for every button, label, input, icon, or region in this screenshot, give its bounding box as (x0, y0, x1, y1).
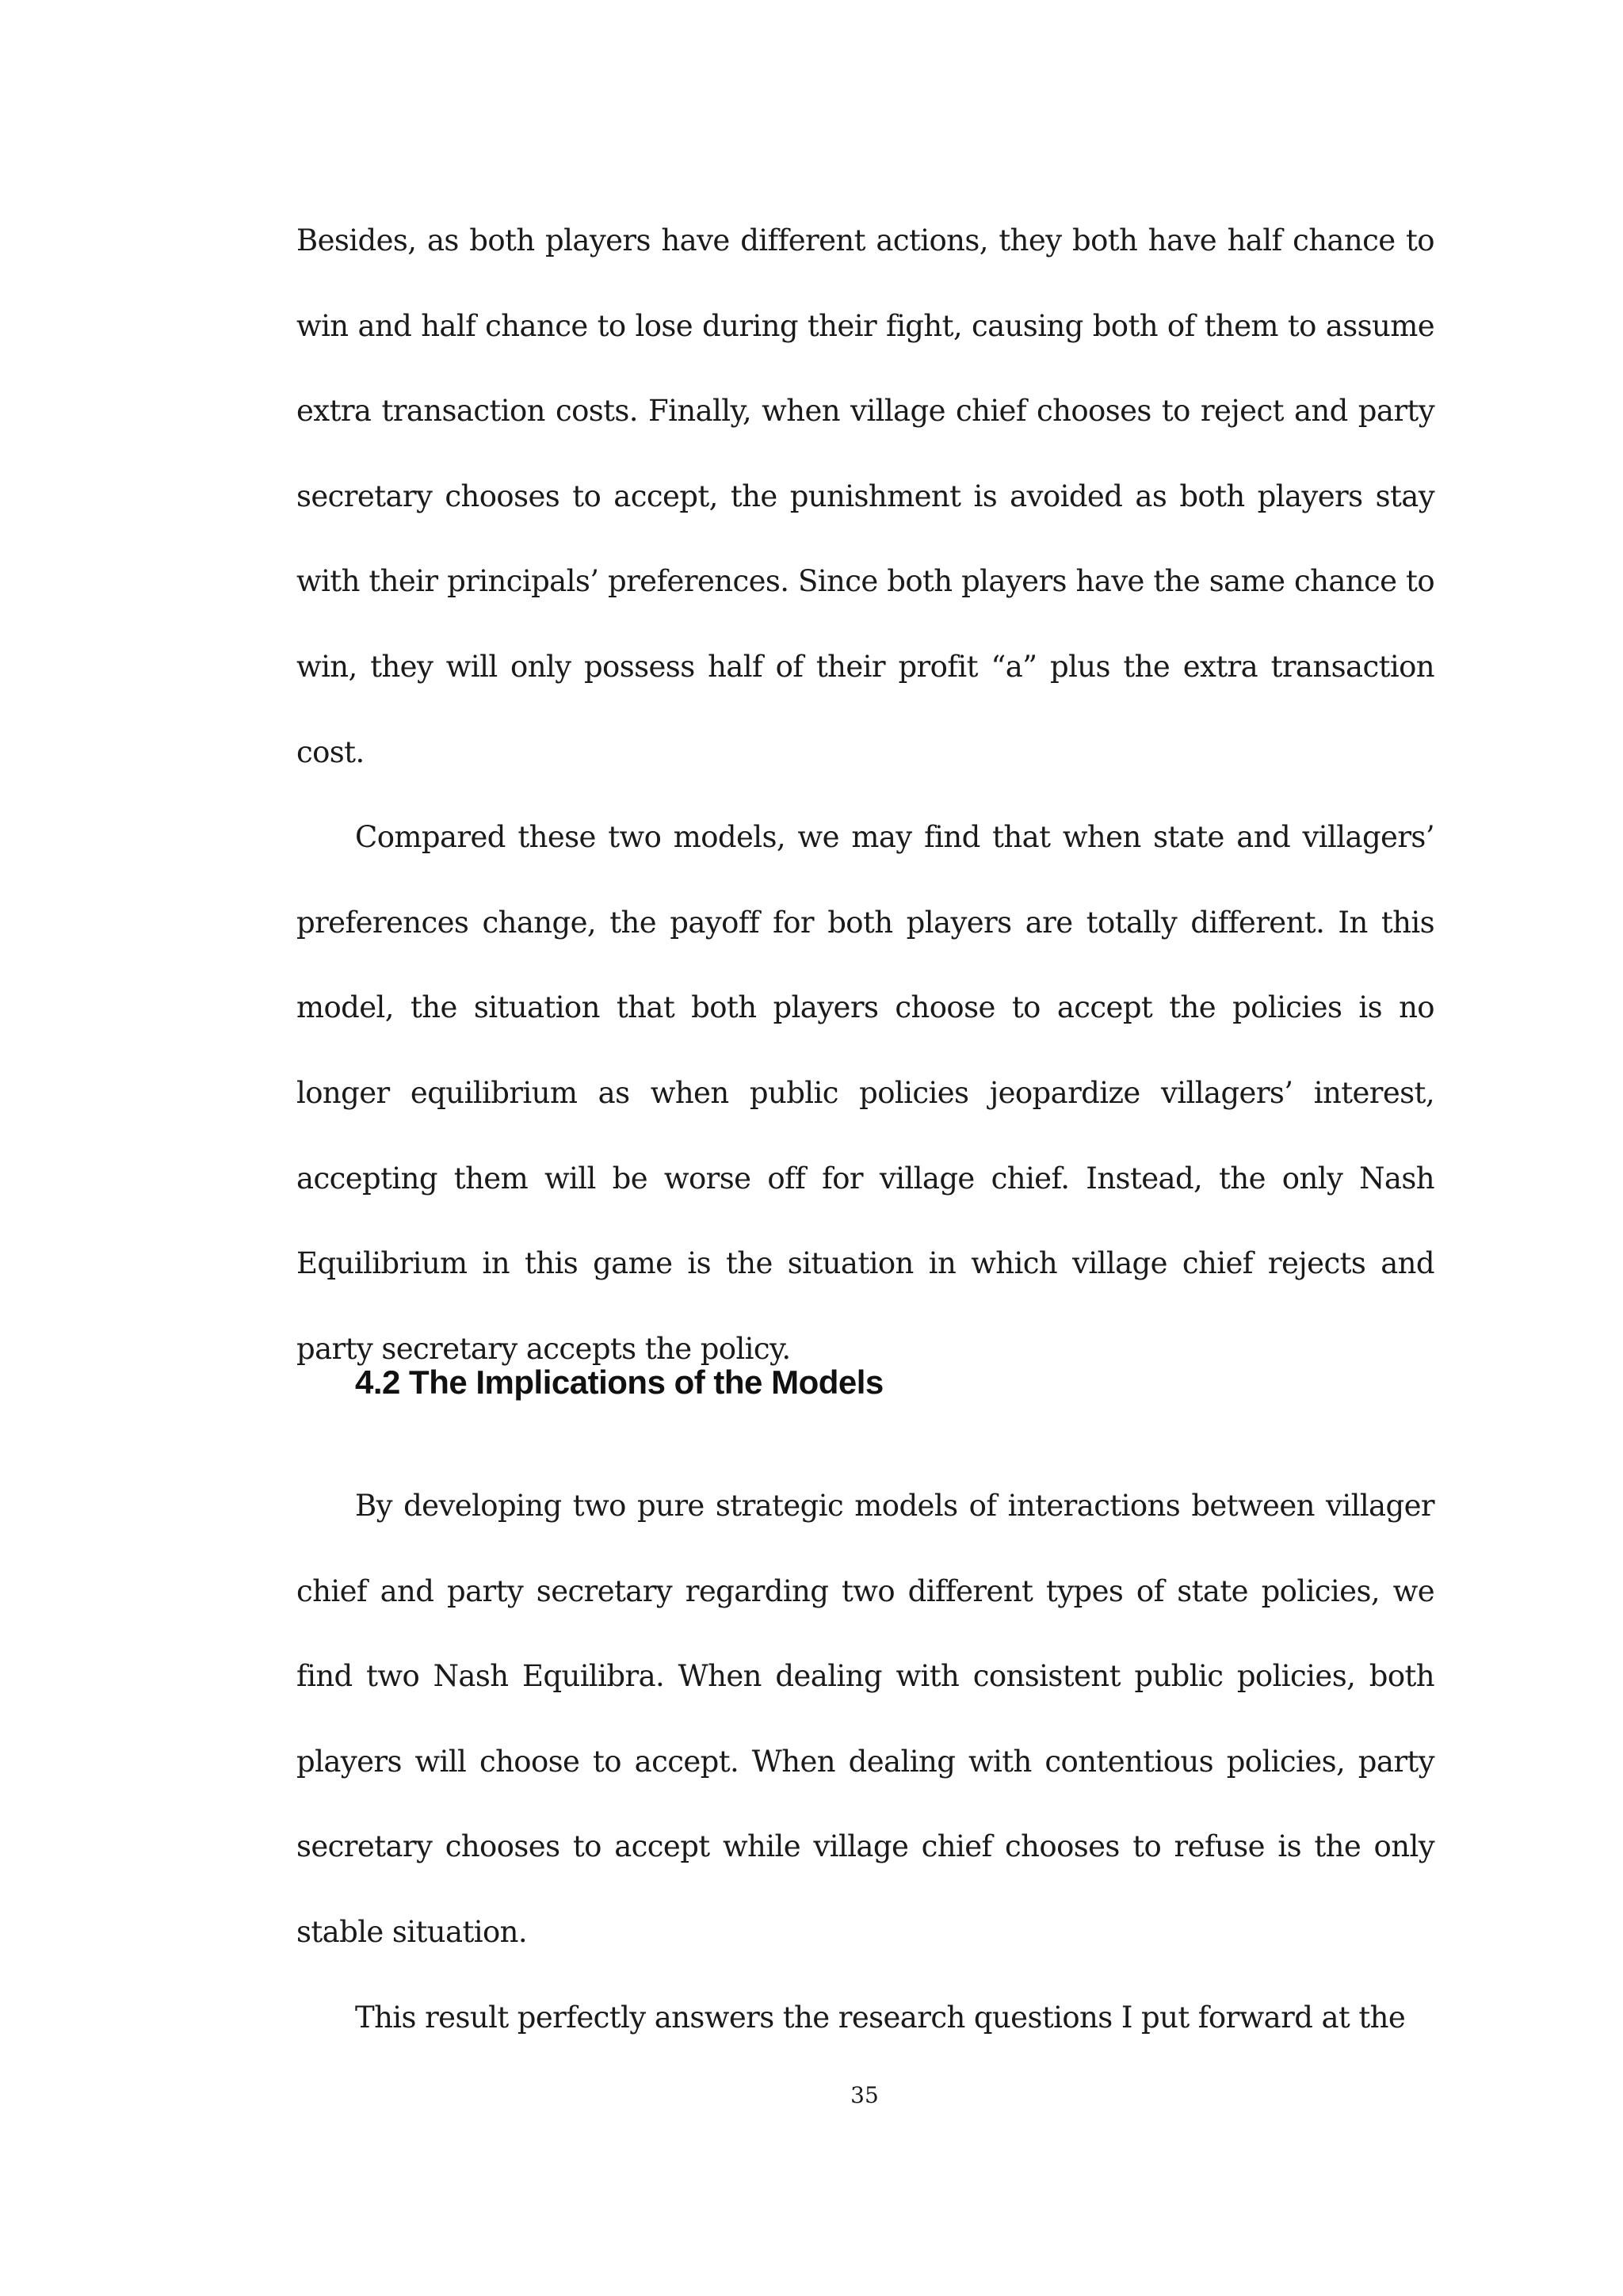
paragraph-transaction-costs: Besides, as both players have different actions, they both have half chance to win and half chance to lose during their fight, causing both of them to assume extra transaction costs. Finally, when village chief chooses to reject and party secretary chooses to accept, the punishment is avoided as both players stay with their principals’ preferences. Since both players have the same chance to win, they will only possess half of their profit “a” plus the extra transaction cost. (296, 223, 1434, 769)
body-text-lower (296, 1463, 1434, 2060)
paragraph-nash-equilibria: By developing two pure strategic models of interactions between villager chief and party secretary regarding two different types of state policies, we find two Nash Equilibra. When dealing with consistent public policies, both players will choose to accept. When dealing with contentious policies, party secretary chooses to accept while village chief chooses to refuse is the only stable situation. (296, 1489, 1434, 1949)
paragraph-research-questions: This result perfectly answers the research questions I put forward at the (355, 2000, 1406, 2035)
body-text-upper (296, 198, 1434, 1391)
paragraph-model-comparison: Compared these two models, we may find that when state and villagers’ preferences change, the payoff for both players are totally different. In this model, the situation that both players choose to accept the policies is no longer equilibrium as when public policies jeopardize villagers’ interest, accepting them will be worse off for village chief. Instead, the only Nash Equilibrium in this game is the situation in which village chief rejects and party secretary accepts the policy. (296, 820, 1434, 1366)
section-heading: 4.2 The Implications of the Models (355, 1363, 884, 1401)
page-number: 35 (850, 2082, 879, 2108)
